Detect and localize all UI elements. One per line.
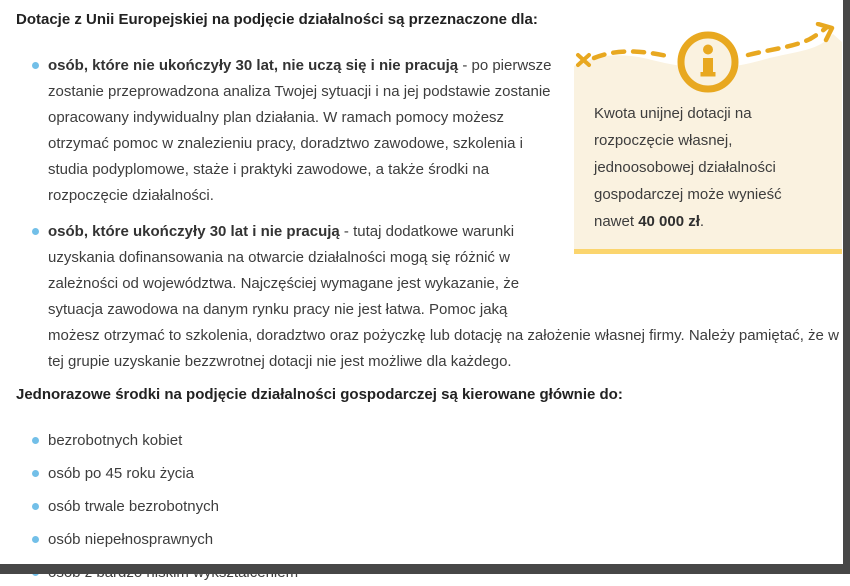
list-item-bold-lead: osób, które nie ukończyły 30 lat, nie uczą się i nie pracują (48, 57, 459, 74)
list-item (48, 53, 842, 209)
list-item: osób po 45 roku życia (48, 461, 842, 487)
section-heading-jednorazowe: Jednorazowe środki na podjęcie działalności gospodarczej są kierowane głównie do: (16, 386, 623, 403)
list-item: osób niepełnosprawnych (48, 527, 842, 553)
callout-text-after: . (699, 213, 705, 230)
window-bottom-edge (0, 564, 850, 574)
list-item-description: - tutaj dodatkowe warunki uzyskania dofinansowania na otwarcie działalności mogą się różnić w zależności od województwa. Najczęściej wymagane jest wykazanie, że sytuacja zawodowa na danym rynku pracy nie jest łatwa. Pomoc jaką możesz otrzymać to szkolenia, doradztwo oraz pożyczkę lub dotację na założenie własnej firmy. Należy pamiętać, że w tej grupie uzyskanie bezzwrotnej dotacji nie jest możliwe dla każdego. (48, 223, 839, 370)
eligible-groups-list (16, 428, 842, 586)
list-item (48, 219, 842, 375)
callout-text-before: Kwota unijnej dotacji na rozpoczęcie własnej, jednoosobowej działalności gospodarczej może wynieść nawet (594, 105, 782, 230)
list-item-description: - po pierwsze zostanie przeprowadzona analiza Twojej sytuacji i na jej podstawie zostanie opracowany indywidualny plan działania. W ramach pomocy możesz otrzymać pomoc w znalezieniu pracy, doradztwo zawodowe, szkolenia i studia podyplomowe, staże i praktyki zawodowe, a także środki na rozpoczęcie działalności. (48, 57, 552, 204)
list-item: bezrobotnych kobiet (48, 428, 842, 454)
list-item-bold-lead: osób, które ukończyły 30 lat i nie pracują (48, 223, 340, 240)
section-heading-dotacje: Dotacje z Unii Europejskiej na podjęcie działalności są przeznaczone dla: (16, 11, 538, 28)
window-right-edge (843, 0, 850, 574)
list-item: osób trwale bezrobotnych (48, 494, 842, 520)
callout-amount: 40 000 zł (638, 213, 700, 230)
